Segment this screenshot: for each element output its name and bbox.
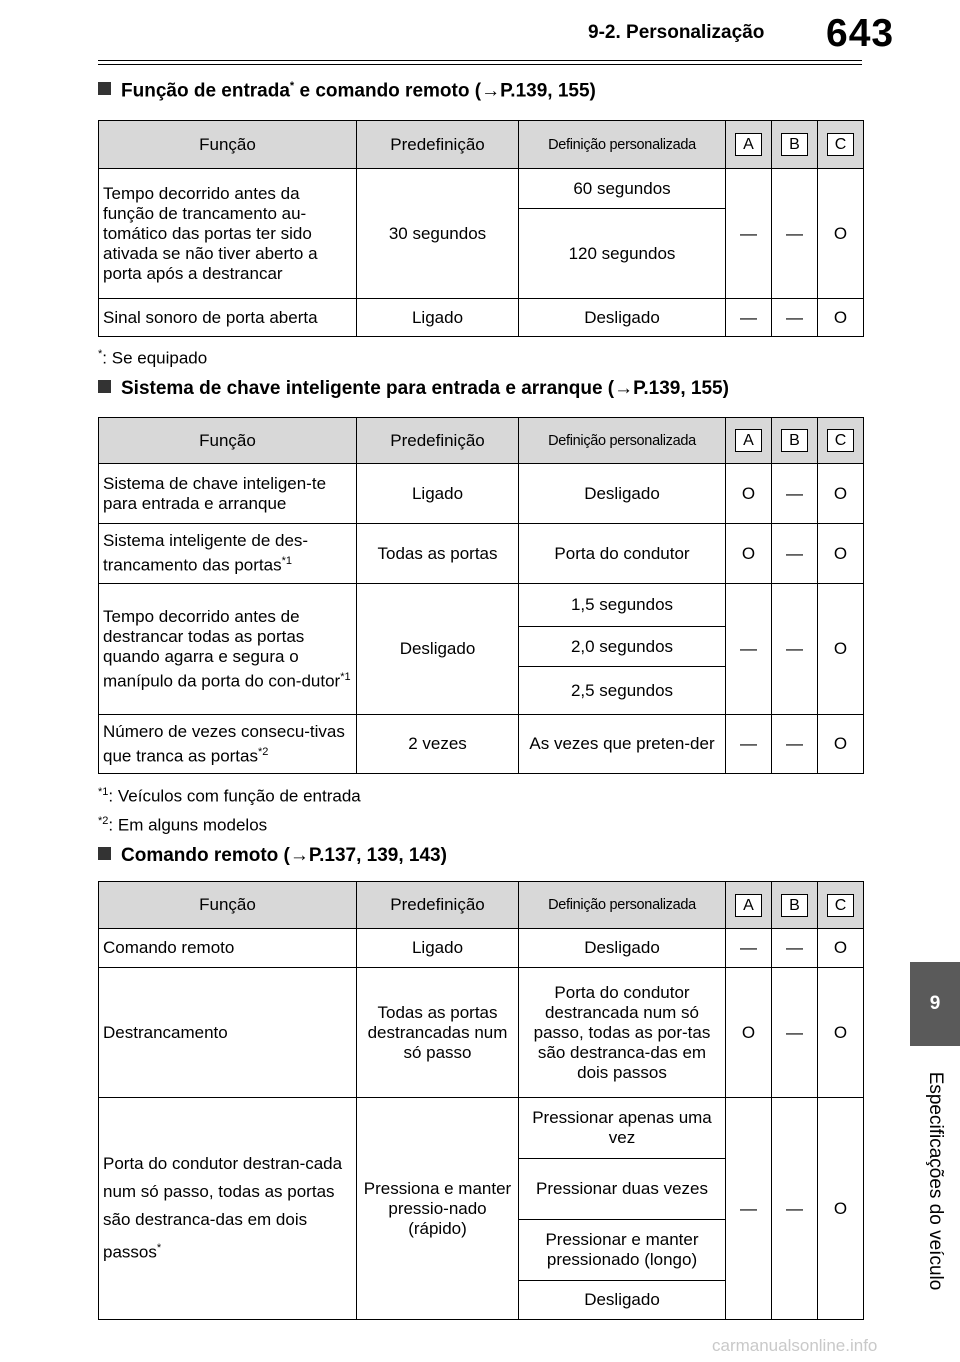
col-predefinicao: Predefinição <box>357 882 519 929</box>
table-row: Tempo decorrido antes de destrancar todas as portas quando agarra e segura o manípulo da porta do con-dutor$^{*1}$ Desligado 1,5 segundos — — O <box>99 584 864 627</box>
table-row: Porta do condutor destran-cada num só passo, todas as portas são destranca-das em dois passos* Pressiona e manter pressio-nado (rápido) Pressionar apenas uma vez — — O <box>99 1098 864 1159</box>
footnote-2: $^{*2}$: Em alguns modelos <box>98 815 268 835</box>
col-definicao: Definição personalizada <box>519 418 726 464</box>
col-c: C <box>818 882 864 929</box>
table-remote: Função Predefinição Definição personalizada A B C Comando remoto Ligado Desligado — — O Destrancamento Todas as portas destrancadas num só passo Porta do condutor destrancada num só passo, todas as por-tas são destranca-das em dois passos O — O Porta do condutor destran-cada num só passo, todas as portas são destranca-das em dois passos* Pressiona e manter pressio-nado (rápido) Pressionar apenas uma vez — — O Pressionar duas vezes Pressionar e manter pressionado (longo) Desligado <box>98 881 864 1320</box>
heading-entry-function: Função de entrada* e comando remoto (→P.139, 155) <box>98 80 596 102</box>
watermark: carmanualsonline.info <box>712 1336 878 1355</box>
col-a: A <box>726 882 772 929</box>
square-bullet-icon <box>98 847 111 860</box>
footnote-1: $^{*1}$: Veículos com função de entrada <box>98 786 361 806</box>
col-a: A <box>726 418 772 464</box>
chapter-tab <box>910 962 960 1046</box>
table-row: Comando remoto Ligado Desligado — — O <box>99 929 864 968</box>
col-funcao: Função <box>99 882 357 929</box>
col-definicao: Definição personalizada <box>519 882 726 929</box>
col-predefinicao: Predefinição <box>357 121 519 169</box>
table-row: Sinal sonoro de porta aberta Ligado Desligado — — O <box>99 299 864 337</box>
heading-remote: Comando remoto (→P.137, 139, 143) <box>98 845 447 867</box>
col-c: C <box>818 418 864 464</box>
col-predefinicao: Predefinição <box>357 418 519 464</box>
table-row: Tempo decorrido antes da função de trancamento au-tomático das portas ter sido ativada se não tiver aberto a porta após a destrancar 30 segundos 60 segundos — — O <box>99 169 864 209</box>
col-b: B <box>772 121 818 169</box>
square-bullet-icon <box>98 82 111 95</box>
col-b: B <box>772 882 818 929</box>
col-a: A <box>726 121 772 169</box>
table-smart-key: Função Predefinição Definição personalizada A B C Sistema de chave inteligen-te para entrada e arranque Ligado Desligado O — O Sistema inteligente de des-trancamento das portas$^{*1}$ Todas as portas Porta do condutor O — O Tempo decorrido antes de destrancar todas as portas quando agarra e segura o manípulo da porta do con-dutor$^{*1}$ Desligado 1,5 segundos — — O 2,0 segundos 2,5 segundos Número de vezes consecu-tivas que tranca as portas$^{*2}$ 2 vezes As vezes que preten-der — — O <box>98 417 864 774</box>
table-row: Sistema de chave inteligen-te para entrada e arranque Ligado Desligado O — O <box>99 464 864 524</box>
col-funcao: Função <box>99 121 357 169</box>
table-row: Número de vezes consecu-tivas que tranca as portas$^{*2}$ 2 vezes As vezes que preten-der — — O <box>99 715 864 774</box>
header-rule <box>98 60 862 61</box>
page-number: 643 <box>826 12 895 55</box>
chapter-number: 9 <box>929 993 941 1014</box>
chapter-title: Especificações do veículo <box>925 1071 946 1291</box>
col-c: C <box>818 121 864 169</box>
section-title: 9-2. Personalização <box>588 22 765 43</box>
table-row: Sistema inteligente de des-trancamento das portas$^{*1}$ Todas as portas Porta do condutor O — O <box>99 524 864 584</box>
col-definicao: Definição personalizada <box>519 121 726 169</box>
heading-smart-key: Sistema de chave inteligente para entrada e arranque (→P.139, 155) <box>98 378 729 400</box>
col-b: B <box>772 418 818 464</box>
col-funcao: Função <box>99 418 357 464</box>
square-bullet-icon <box>98 380 111 393</box>
table-entry-function: Função Predefinição Definição personalizada A B C Tempo decorrido antes da função de trancamento au-tomático das portas ter sido ativada se não tiver aberto a porta após a destrancar 30 segundos 60 segundos — — O 120 segundos Sinal sonoro de porta aberta Ligado Desligado — — O <box>98 120 864 337</box>
table-row: Destrancamento Todas as portas destrancadas num só passo Porta do condutor destrancada num só passo, todas as por-tas são destranca-das em dois passos O — O <box>99 968 864 1098</box>
footnote: *: Se equipado <box>98 348 208 368</box>
